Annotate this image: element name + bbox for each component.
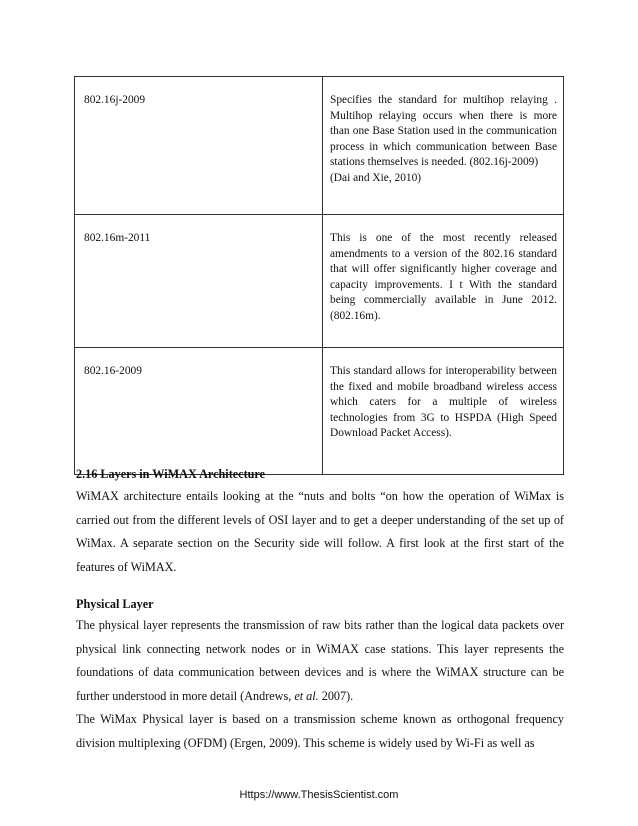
standard-code: 802.16j-2009 [75, 77, 323, 215]
description-citation: (Dai and Xie, 2010) [330, 171, 422, 184]
standard-description [323, 77, 564, 215]
table-row [75, 77, 564, 215]
table-row [75, 348, 564, 475]
section-intro-paragraph: WiMAX architecture entails looking at the “nuts and bolts “on how the operation of WiMax is carried out from the different levels of OSI layer and to get a deeper understanding of the set up of WiMax. A separate section on the Security side will follow. A first look at the first start of the features of WiMAX. [76, 489, 564, 574]
citation-et-al: et al. [294, 688, 319, 703]
description-text: Specifies the standard for multihop relaying . Multihop relaying occurs when there is more than one Base Station used in the communication process in which communication between Base stations themselves is needed. (802.16j-2009) [330, 94, 557, 169]
paragraph-text: The physical layer represents the transmission of raw bits rather than the logical data packets over physical link connecting network nodes or in WiMAX case stations. This layer represents the foundations of data communication between devices and is where the WiMAX structure can be further understood in more detail (Andrews, [76, 618, 564, 703]
section-heading: 2.16 Layers in WiMAX Architecture [76, 467, 265, 481]
ofdm-paragraph: The WiMax Physical layer is based on a transmission scheme known as orthogonal frequency division multiplexing (OFDM) (Ergen, 2009). This scheme is widely used by Wi-Fi as well as [76, 712, 564, 750]
standard-code: 802.16m-2011 [75, 215, 323, 348]
physical-layer-paragraph [76, 614, 564, 708]
footer-url: Https://www.ThesisScientist.com [239, 789, 399, 801]
paragraph-text-end: 2007). [318, 688, 354, 703]
standard-description: This standard allows for interoperability between the fixed and mobile broadband wireless access which caters for a multiple of wireless technologies from 3G to HSPDA (High Speed Download Packet Access). [323, 348, 564, 475]
body-content [76, 466, 564, 755]
physical-layer-heading: Physical Layer [76, 597, 154, 611]
standard-code: 802.16-2009 [75, 348, 323, 475]
standard-description: This is one of the most recently released amendments to a version of the 802.16 standard that will offer significantly higher coverage and capacity improvements. I t With the standard being commercially available in June 2012. (802.16m). [323, 215, 564, 348]
standards-table [74, 76, 564, 475]
table-row [75, 215, 564, 348]
